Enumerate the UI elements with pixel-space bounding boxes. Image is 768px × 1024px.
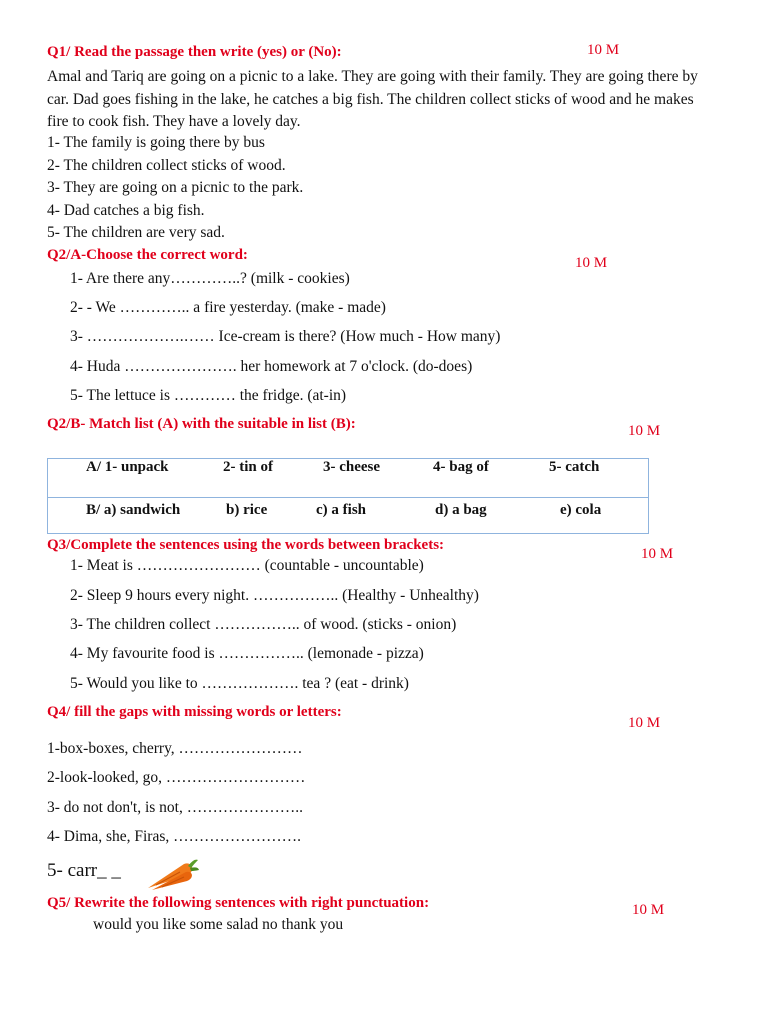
- list-b-item-e: e) cola: [560, 502, 602, 518]
- q1-marks: 10 M: [587, 42, 620, 58]
- q2a-item-5: 5- The lettuce is ………… the fridge. (at-in): [70, 387, 347, 404]
- list-a-item-2: 2- tin of: [223, 459, 273, 475]
- q4-item-3: 3- do not don't, is not, …………………..: [47, 799, 303, 816]
- q3-marks: 10 M: [641, 546, 674, 562]
- list-b-item-d: d) a bag: [435, 502, 487, 518]
- list-a-item-1: A/ 1- unpack: [86, 459, 169, 475]
- list-b-item-c: c) a fish: [316, 502, 366, 518]
- q4-title: Q4/ fill the gaps with missing words or letters:: [47, 704, 342, 720]
- carrot-icon: [144, 854, 200, 894]
- q3-title: Q3/Complete the sentences using the words between brackets:: [47, 537, 445, 553]
- q1-item-5: 5- The children are very sad.: [47, 224, 225, 241]
- list-a-item-3: 3- cheese: [323, 459, 381, 475]
- q2a-item-3: 3- ……………….…… Ice-cream is there? (How much - How many): [70, 328, 501, 345]
- q4-marks: 10 M: [628, 715, 661, 731]
- q3-item-5: 5- Would you like to ………………. tea ? (eat - drink): [70, 675, 409, 692]
- q3-item-1: 1- Meat is …………………… (countable - uncountable): [70, 557, 424, 574]
- q2b-title: Q2/B- Match list (A) with the suitable in list (B):: [47, 416, 356, 432]
- q5-title: Q5/ Rewrite the following sentences with right punctuation:: [47, 895, 430, 911]
- q1-item-4: 4- Dad catches a big fish.: [47, 202, 205, 219]
- q3-item-4: 4- My favourite food is …………….. (lemonade - pizza): [70, 645, 424, 662]
- q1-item-3: 3- They are going on a picnic to the park.: [47, 179, 304, 196]
- q1-title: Q1/ Read the passage then write (yes) or (No):: [47, 44, 342, 60]
- match-table: [47, 458, 649, 534]
- list-a-item-5: 5- catch: [549, 459, 600, 475]
- list-b-item-a: B/ a) sandwich: [86, 502, 181, 518]
- q5-marks: 10 M: [632, 902, 665, 918]
- q3-item-2: 2- Sleep 9 hours every night. …………….. (Healthy - Unhealthy): [70, 587, 479, 604]
- q2a-marks: 10 M: [575, 255, 608, 271]
- list-b-item-b: b) rice: [226, 502, 268, 518]
- table-divider: [48, 497, 648, 498]
- q2a-item-1: 1- Are there any…………..? (milk - cookies): [70, 270, 350, 287]
- q4-item-1: 1-box-boxes, cherry, ……………………: [47, 740, 303, 757]
- q2a-item-2: 2- - We ………….. a fire yesterday. (make - made): [70, 299, 386, 316]
- q4-item-2: 2-look-looked, go, ………………………: [47, 769, 306, 786]
- q4-item-5: 5- carr_ _: [47, 860, 121, 881]
- q4-item-4: 4- Dima, she, Firas, …………………….: [47, 828, 302, 845]
- q5-sentence: would you like some salad no thank you: [93, 916, 344, 933]
- q3-item-3: 3- The children collect …………….. of wood. (sticks - onion): [70, 616, 457, 633]
- q2b-marks: 10 M: [628, 423, 661, 439]
- q1-item-2: 2- The children collect sticks of wood.: [47, 157, 286, 174]
- list-a-item-4: 4- bag of: [433, 459, 489, 475]
- q1-item-1: 1- The family is going there by bus: [47, 134, 265, 151]
- q1-passage: Amal and Tariq are going on a picnic to a lake. They are going with their family. They are going there by car. Dad goes fishing in the lake, he catches a big fish. The children collect sticks of wood and he makes fire to cook fish. They have a lovely day.: [47, 68, 698, 130]
- q2a-title: Q2/A-Choose the correct word:: [47, 247, 248, 263]
- q2a-item-4: 4- Huda …………………. her homework at 7 o'clock. (do-does): [70, 358, 473, 375]
